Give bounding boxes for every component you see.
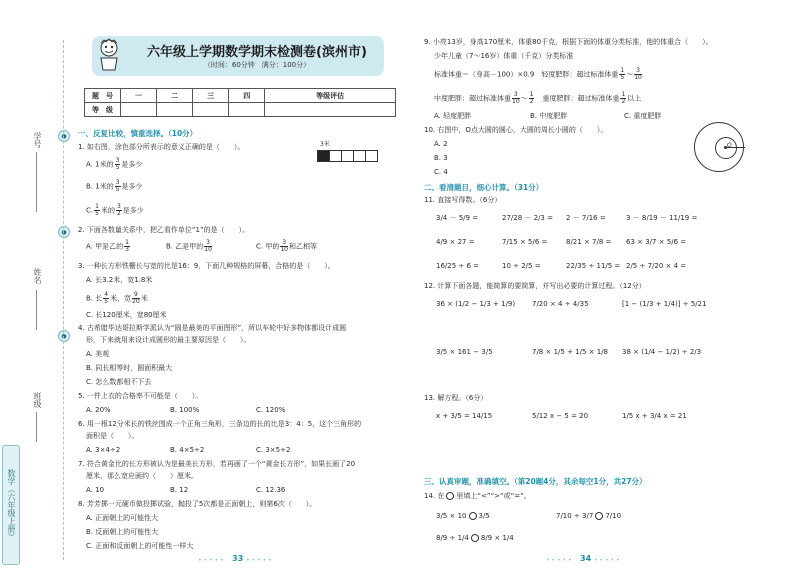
name-blank[interactable] xyxy=(36,290,37,330)
option[interactable]: C. 12.36 xyxy=(256,486,286,494)
option[interactable]: A. 1米的 $\frac{3}{5}$ 是多少 xyxy=(86,157,143,171)
option[interactable]: B. 1米的 $\frac{3}{5}$ 是多少 xyxy=(86,179,143,193)
math-item[interactable]: 38 × (1/4 − 1/2) ÷ 2/3 xyxy=(622,348,702,356)
option[interactable]: B. 乙是甲的 $\frac{3}{10}$ xyxy=(166,239,212,253)
math-item[interactable]: 27/28 － 2/3 = xyxy=(502,214,553,222)
option[interactable]: A. 2 xyxy=(434,140,448,148)
option[interactable]: B. 100% xyxy=(170,406,200,414)
math-item[interactable]: 4/9 × 27 = xyxy=(436,238,475,246)
book-spine: 数学（六年级上册） xyxy=(2,445,20,565)
mascot-icon xyxy=(96,38,122,72)
page-number-decoration: ••••• xyxy=(594,557,622,564)
question-text: 11. 直接写得数。（6分） xyxy=(424,196,502,204)
math-item[interactable]: 7/20 × 4 ÷ 4/35 xyxy=(532,300,589,308)
page-title: 六年级上学期数学期末检测卷(滨州市) xyxy=(147,45,367,60)
option[interactable]: A. 甲是乙的 $\frac{1}{3}$ xyxy=(86,239,129,253)
question-text: 5. 一件上衣的合格率不可能是（ ）。 xyxy=(78,392,203,400)
math-item[interactable]: 3/5 × 161 − 3/5 xyxy=(436,348,493,356)
math-item[interactable]: 8/21 × 7/8 = xyxy=(566,238,612,246)
compare-item[interactable]: 3/5 × 10 3/5 xyxy=(436,512,490,520)
question-text: 少年儿童（7～16岁）体重（千克）分类标准 xyxy=(434,52,574,60)
option[interactable]: C. 4 xyxy=(434,168,448,176)
equation-item[interactable]: x + 3/5 = 14/15 xyxy=(436,412,493,420)
question-text: 标准体重＝（身高－100）×0.9 轻度肥胖：超过标准体重 $\frac{1}{5}$ ～ $\frac{3}{10}$ xyxy=(434,67,642,81)
question-text: 14. 在 里填上“<”“>”或“=”。 xyxy=(424,492,531,500)
name-label: 姓名 xyxy=(33,268,42,284)
option[interactable]: C. 正面和反面朝上的可能性一样大 xyxy=(86,542,194,550)
option[interactable]: A. 美观 xyxy=(86,350,110,358)
option[interactable]: A. 3×4÷2 xyxy=(86,446,121,454)
page-number-decoration: ••••• xyxy=(546,557,574,564)
option[interactable]: A. 轻度肥胖 xyxy=(434,112,472,120)
concentric-circles-figure xyxy=(694,122,744,172)
option[interactable]: A. 长3.2米，宽1.8米 xyxy=(86,276,153,284)
grade-cell[interactable] xyxy=(121,103,157,117)
math-item[interactable]: 2 － 7/16 = xyxy=(566,214,606,222)
section-heading: 二、看清题目，细心计算。（31分） xyxy=(424,183,544,192)
option[interactable]: A. 10 xyxy=(86,486,105,494)
equation-item[interactable]: 1/5 x + 3/4 x = 21 xyxy=(622,412,687,420)
class-blank[interactable] xyxy=(36,412,37,442)
math-item[interactable]: 10 ÷ 2/5 = xyxy=(502,262,541,270)
student-id-label: 学号 xyxy=(33,132,42,148)
option[interactable]: C. 怎么数都相不下去 xyxy=(86,378,152,386)
binding-hole-icon: ● xyxy=(58,130,70,142)
question-text: 13. 解方程。（6分） xyxy=(424,394,488,402)
compare-item[interactable]: 8/9 ÷ 1/4 8/9 × 1/4 xyxy=(436,534,514,542)
binding-margin xyxy=(0,0,60,588)
page-number-decoration: ••••• xyxy=(198,557,226,564)
table-cell: 二 xyxy=(157,89,193,103)
option[interactable]: A. 20% xyxy=(86,406,111,414)
score-table xyxy=(84,88,396,117)
question-text: 2. 下面各数量关系中，把乙看作单位“1”的是（ ）。 xyxy=(78,226,250,234)
question-text: 8. 芳芳掷一元硬币做投掷试验，抛投了5次都是正面朝上，则第6次（ ）。 xyxy=(78,500,317,508)
grade-cell[interactable] xyxy=(157,103,193,117)
exam-duration: （时间：60分钟 满分：100分） xyxy=(203,61,311,69)
student-id-blank[interactable] xyxy=(36,152,37,212)
math-item[interactable]: 36 × (1/2 − 1/3 + 1/9) xyxy=(436,300,516,308)
option[interactable]: C. 重度肥胖 xyxy=(624,112,662,120)
question-text: 中度肥胖：超过标准体重 $\frac{3}{10}$ ～ $\frac{1}{2}$ 重度肥胖：超过标准体重 $\frac{1}{2}$ 以上 xyxy=(434,91,642,105)
table-row xyxy=(85,89,396,103)
math-item[interactable]: 3 － 8/19 － 11/19 = xyxy=(626,214,698,222)
binding-hole-icon: ● xyxy=(58,330,70,342)
question-text: 4. 古希腊毕达哥拉斯学派认为“圆是最美的平面图形”，所以车轮中好多物体都设计成圆 xyxy=(78,324,347,332)
option[interactable]: B. 4×5÷2 xyxy=(170,446,205,454)
binding-hole-icon: ● xyxy=(58,226,70,238)
question-text: 形，下来就用来设计成圆形的最主要原因是（ ）。 xyxy=(86,336,251,344)
table-cell: 题 号 xyxy=(85,89,121,103)
option[interactable]: C. 120% xyxy=(256,406,286,414)
table-row xyxy=(85,103,396,117)
compare-circle[interactable] xyxy=(595,512,603,520)
fraction-bar-figure xyxy=(318,150,378,162)
option[interactable]: C. 甲的 $\frac{3}{10}$ 和乙相等 xyxy=(256,239,317,253)
question-text: 9. 小亮13岁，身高170厘米，体重80千克，根据下面的体重分类标准，他的体重合（ ）。 xyxy=(424,38,713,46)
table-cell: 等 级 xyxy=(85,103,121,117)
option[interactable]: B. 中度肥胖 xyxy=(530,112,568,120)
grade-cell[interactable] xyxy=(229,103,265,117)
table-cell: 四 xyxy=(229,89,265,103)
question-text: 面积是（ ）。 xyxy=(86,432,139,440)
option[interactable]: C. 3×5÷2 xyxy=(256,446,291,454)
compare-item[interactable]: 7/10 ÷ 3/7 7/10 xyxy=(556,512,622,520)
question-text: 10. 右图中，O点大圆的圆心，大圆的周长小圆的（ ）。 xyxy=(424,126,608,134)
cut-line xyxy=(63,40,64,560)
math-item[interactable]: 22/35 ÷ 11/5 = xyxy=(566,262,621,270)
center-label: O xyxy=(727,142,732,149)
section-heading: 三、认真审题，准确填空。（第20题4分，其余每空1分，共27分） xyxy=(424,477,647,486)
option[interactable]: B. 12 xyxy=(170,486,189,494)
option[interactable]: B. 3 xyxy=(434,154,448,162)
section-heading: 一、反复比较，慎重选择。（10分） xyxy=(78,129,198,138)
option[interactable]: B. 长 $\frac{4}{5}$ 米，宽 $\frac{9}{20}$ 米 xyxy=(86,291,148,305)
equation-item[interactable]: 5/12 x − 5 = 20 xyxy=(532,412,589,420)
blank-circle-icon xyxy=(446,492,454,500)
compare-circle[interactable] xyxy=(471,534,479,542)
grade-cell[interactable] xyxy=(265,103,396,117)
math-item[interactable]: 3/4 － 5/9 = xyxy=(436,214,479,222)
page-number-decoration: ••••• xyxy=(246,557,274,564)
question-text: 1. 如右图，涂色部分所表示的意义正确的是（ ）。 xyxy=(78,143,245,151)
option[interactable]: C. 长120厘米，宽80厘米 xyxy=(86,311,167,319)
question-text: 厘米，那么宽应画约（ ）厘米。 xyxy=(86,472,198,480)
title-banner xyxy=(92,36,384,76)
compare-circle[interactable] xyxy=(469,512,477,520)
math-item[interactable]: 63 × 3/7 × 5/6 = xyxy=(626,238,687,246)
option[interactable]: B. 同长相等时，圆面积最大 xyxy=(86,364,173,372)
math-item[interactable]: 16/25 ÷ 6 = xyxy=(436,262,480,270)
page-number: 33 xyxy=(232,554,244,563)
question-text: 7. 符合黄金比的长方形被认为是最美长方形，若再画了一个“黄金长方形”，如果长画了20 xyxy=(78,460,356,468)
math-item[interactable]: 2/5 ÷ 7/20 × 4 = xyxy=(626,262,687,270)
table-cell: 一 xyxy=(121,89,157,103)
grade-cell[interactable] xyxy=(193,103,229,117)
table-cell: 三 xyxy=(193,89,229,103)
figure-label: 3米 xyxy=(320,141,330,148)
math-item[interactable]: 7/8 × 1/5 + 1/5 × 1/8 xyxy=(532,348,609,356)
page-number: 34 xyxy=(580,554,592,563)
table-cell: 等级评估 xyxy=(265,89,396,103)
class-label: 班级 xyxy=(33,392,42,408)
math-item[interactable]: [1 − (1/3 + 1/4)] ÷ 5/21 xyxy=(622,300,707,308)
option[interactable]: C. $\frac{1}{5}$ 米的 $\frac{3}{2}$ 是多少 xyxy=(86,203,144,217)
question-text: 3. 一种长方形铁栅长与宽的比是16：9，下面几种规格的屏幕，合格的是（ ）。 xyxy=(78,262,335,270)
question-text: 6. 用一根12分米长的铁丝围成一个正角三角形，三条边的长的比是3：4：5，这个三角形的 xyxy=(78,420,362,428)
math-item[interactable]: 7/15 × 5/6 = xyxy=(502,238,548,246)
option[interactable]: A. 正面朝上的可能性大 xyxy=(86,514,159,522)
question-text: 12. 计算下面各题，能简算的要简算，并写出必要的计算过程。（12分） xyxy=(424,282,646,290)
option[interactable]: B. 反面朝上的可能性大 xyxy=(86,528,159,536)
